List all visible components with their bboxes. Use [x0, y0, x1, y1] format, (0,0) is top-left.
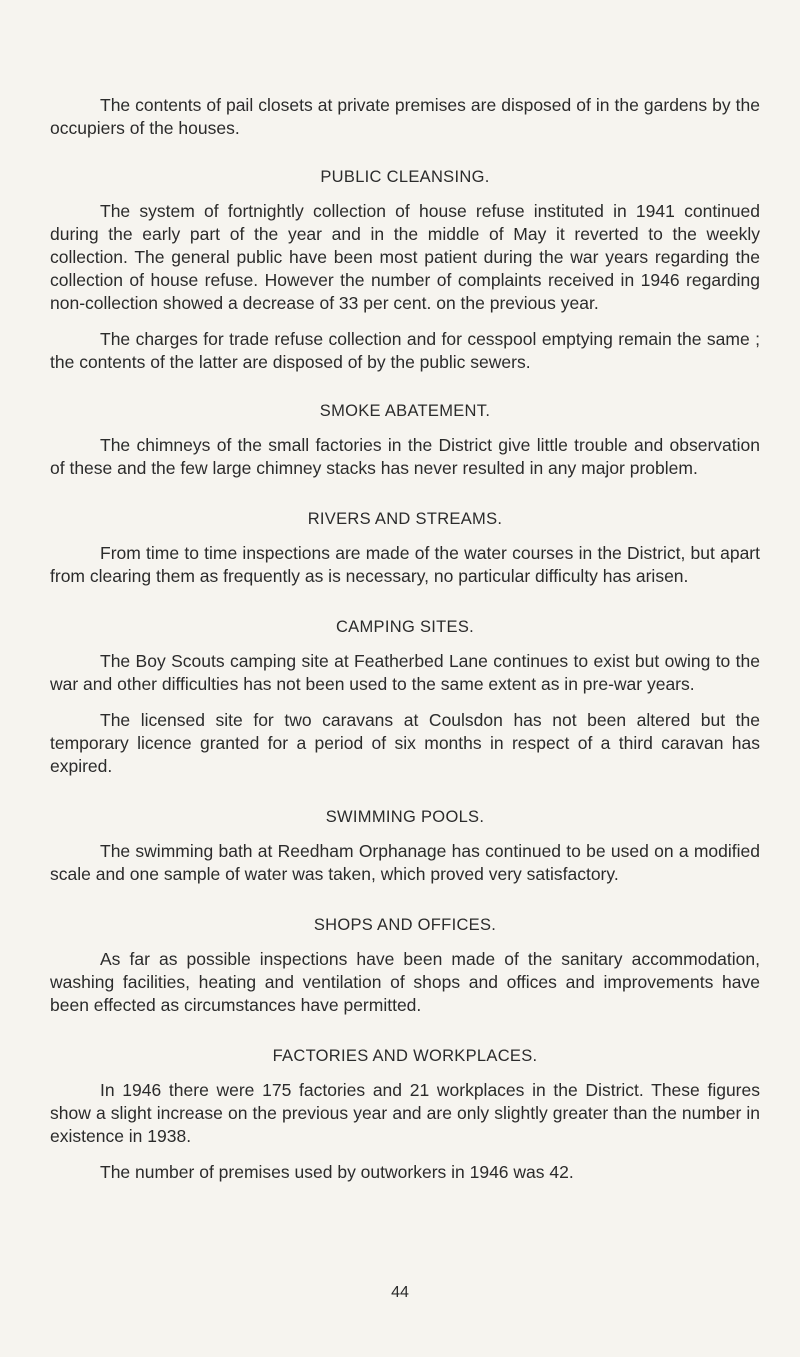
paragraph: As far as possible inspections have been made of the sanitary accommodation, washing facilities, heating and ventilation of shops and offices and improvements have been effected as circumstances have permitted.	[50, 949, 760, 1015]
heading-rivers-and-streams: RIVERS AND STREAMS.	[307, 510, 503, 528]
page-number: 44	[391, 1284, 409, 1301]
heading-camping-sites: CAMPING SITES.	[335, 618, 475, 636]
paragraph: The charges for trade refuse collection and for cesspool emptying remain the same ; the contents of the latter are disposed of by the public sewers.	[50, 329, 760, 372]
paragraph: From time to time inspections are made of the water courses in the District, but apart from clearing them as frequently as is necessary, no particular difficulty has arisen.	[50, 543, 760, 586]
paragraph: In 1946 there were 175 factories and 21 workplaces in the District. These figures show a slight increase on the previous year and are only slightly greater than the number in existence in 1938.	[50, 1080, 760, 1146]
intro-paragraph: The contents of pail closets at private premises are disposed of in the gardens by the occupiers of the houses.	[50, 95, 760, 138]
heading-public-cleansing: PUBLIC CLEANSING.	[320, 168, 490, 186]
heading-swimming-pools: SWIMMING POOLS.	[325, 808, 485, 826]
paragraph: The chimneys of the small factories in the District give little trouble and observation of these and the few large chimney stacks has never resulted in any major problem.	[50, 435, 760, 478]
paragraph: The swimming bath at Reedham Orphanage has continued to be used on a modified scale and one sample of water was taken, which proved very satisfactory.	[50, 841, 760, 884]
heading-factories-and-workplaces: FACTORIES AND WORKPLACES.	[272, 1047, 538, 1065]
paragraph: The number of premises used by outworkers in 1946 was 42.	[100, 1162, 574, 1182]
paragraph: The system of fortnightly collection of house refuse instituted in 1941 continued during the early part of the year and in the middle of May it reverted to the weekly collection. The general public have been most patient during the war years regarding the collection of house refuse. However the number of complaints received in 1946 regarding non-collection showed a decrease of 33 per cent. on the previous year.	[50, 201, 760, 313]
paragraph: The Boy Scouts camping site at Featherbed Lane continues to exist but owing to the war and other difficulties has not been used to the same extent as in pre-war years.	[50, 651, 760, 694]
paragraph: The licensed site for two caravans at Coulsdon has not been altered but the temporary licence granted for a period of six months in respect of a third caravan has expired.	[50, 710, 760, 776]
heading-smoke-abatement: SMOKE ABATEMENT.	[319, 402, 491, 420]
heading-shops-and-offices: SHOPS AND OFFICES.	[313, 916, 497, 934]
